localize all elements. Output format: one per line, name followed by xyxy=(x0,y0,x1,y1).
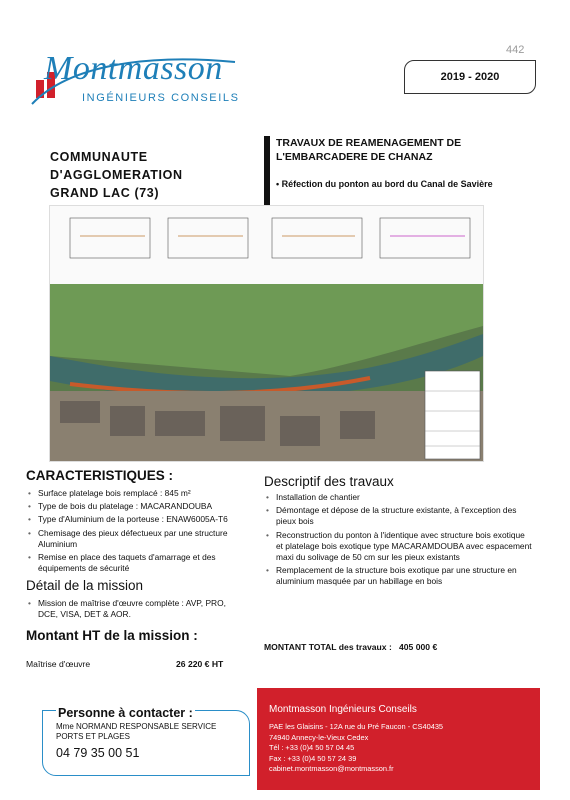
client-line-1: COMMUNAUTE xyxy=(50,150,148,164)
address-line-2: 74940 Annecy-le-Vieux Cedex xyxy=(269,732,369,742)
project-photo xyxy=(49,205,484,462)
works-total-label: MONTANT TOTAL des travaux : xyxy=(264,642,392,652)
amount-value: 26 220 € HT xyxy=(176,659,224,669)
list-item: • Mission de maîtrise d'œuvre complète : AVP, PRO, DCE, VISA, DET & AOR. xyxy=(26,598,231,620)
client-line-2: D'AGGLOMERATION xyxy=(50,168,183,182)
list-item: • Reconstruction du ponton à l'identique avec structure bois exotique et platelage bois exotique type MACARAMDOUBA avec espacement maxi du solivage de 50 cm sur les pieux existants xyxy=(264,530,534,564)
works-total-value: 405 000 € xyxy=(399,642,438,652)
phone-line: Tél : +33 (0)4 50 57 04 45 xyxy=(269,743,355,752)
list-item: • Type d'Aluminium de la porteuse : ENAW6005A-T6 xyxy=(26,514,236,525)
mission-heading: Détail de la mission xyxy=(26,578,144,593)
company-name: Montmasson Ingénieurs Conseils xyxy=(269,704,417,715)
mission-list xyxy=(26,598,231,622)
amount-heading: Montant HT de la mission : xyxy=(26,628,198,643)
address-line-1: PAE les Glaisins - 12A rue du Pré Faucon - CS40435 xyxy=(269,722,444,731)
list-item: • Remplacement de la structure bois exotique par une structure en aluminium masquée par un habillage en bois xyxy=(264,565,534,587)
page-number: 442 xyxy=(506,44,525,56)
amount-label: Maîtrise d'œuvre xyxy=(26,659,91,669)
contact-heading: Personne à contacter : xyxy=(58,706,193,720)
list-item: • Démontage et dépose de la structure existante, à l'exception des pieux bois xyxy=(264,505,534,527)
list-item: • Installation de chantier xyxy=(264,492,534,503)
title-accent-bar xyxy=(264,136,270,208)
client-name xyxy=(50,148,250,202)
contact-phone: 04 79 35 00 51 xyxy=(56,746,140,760)
fax-line: Fax : +33 (0)4 50 57 24 39 xyxy=(269,753,357,763)
works-heading: Descriptif des travaux xyxy=(264,474,394,489)
contact-person: Mme NORMAND RESPONSABLE SERVICE PORTS ET PLAGES xyxy=(56,722,217,741)
company-address xyxy=(269,722,443,775)
characteristics-list xyxy=(26,488,236,576)
logo-subtitle: INGÉNIEURS CONSEILS xyxy=(82,92,240,104)
list-item: • Surface platelage bois remplacé : 845 m² xyxy=(26,488,236,499)
client-line-3: GRAND LAC (73) xyxy=(50,186,160,200)
year-badge: 2019 - 2020 xyxy=(404,60,536,94)
logo-wordmark: Montmasson xyxy=(44,50,223,87)
email-link[interactable]: cabinet.montmasson@montmasson.fr xyxy=(269,764,394,773)
works-list xyxy=(264,492,534,590)
project-title: TRAVAUX DE REAMENAGEMENT DE L'EMBARCADERE DE CHANAZ xyxy=(276,137,462,163)
company-info-box xyxy=(257,688,540,790)
characteristics-heading: CARACTERISTIQUES : xyxy=(26,468,174,483)
list-item: • Remise en place des taquets d'amarrage et des équipements de sécurité xyxy=(26,552,236,574)
list-item: • Chemisage des pieux défectueux par une structure Aluminium xyxy=(26,528,236,550)
project-subtitle: • Réfection du ponton au bord du Canal de Savière xyxy=(276,179,493,189)
list-item: • Type de bois du platelage : MACARANDOUBA xyxy=(26,501,236,512)
